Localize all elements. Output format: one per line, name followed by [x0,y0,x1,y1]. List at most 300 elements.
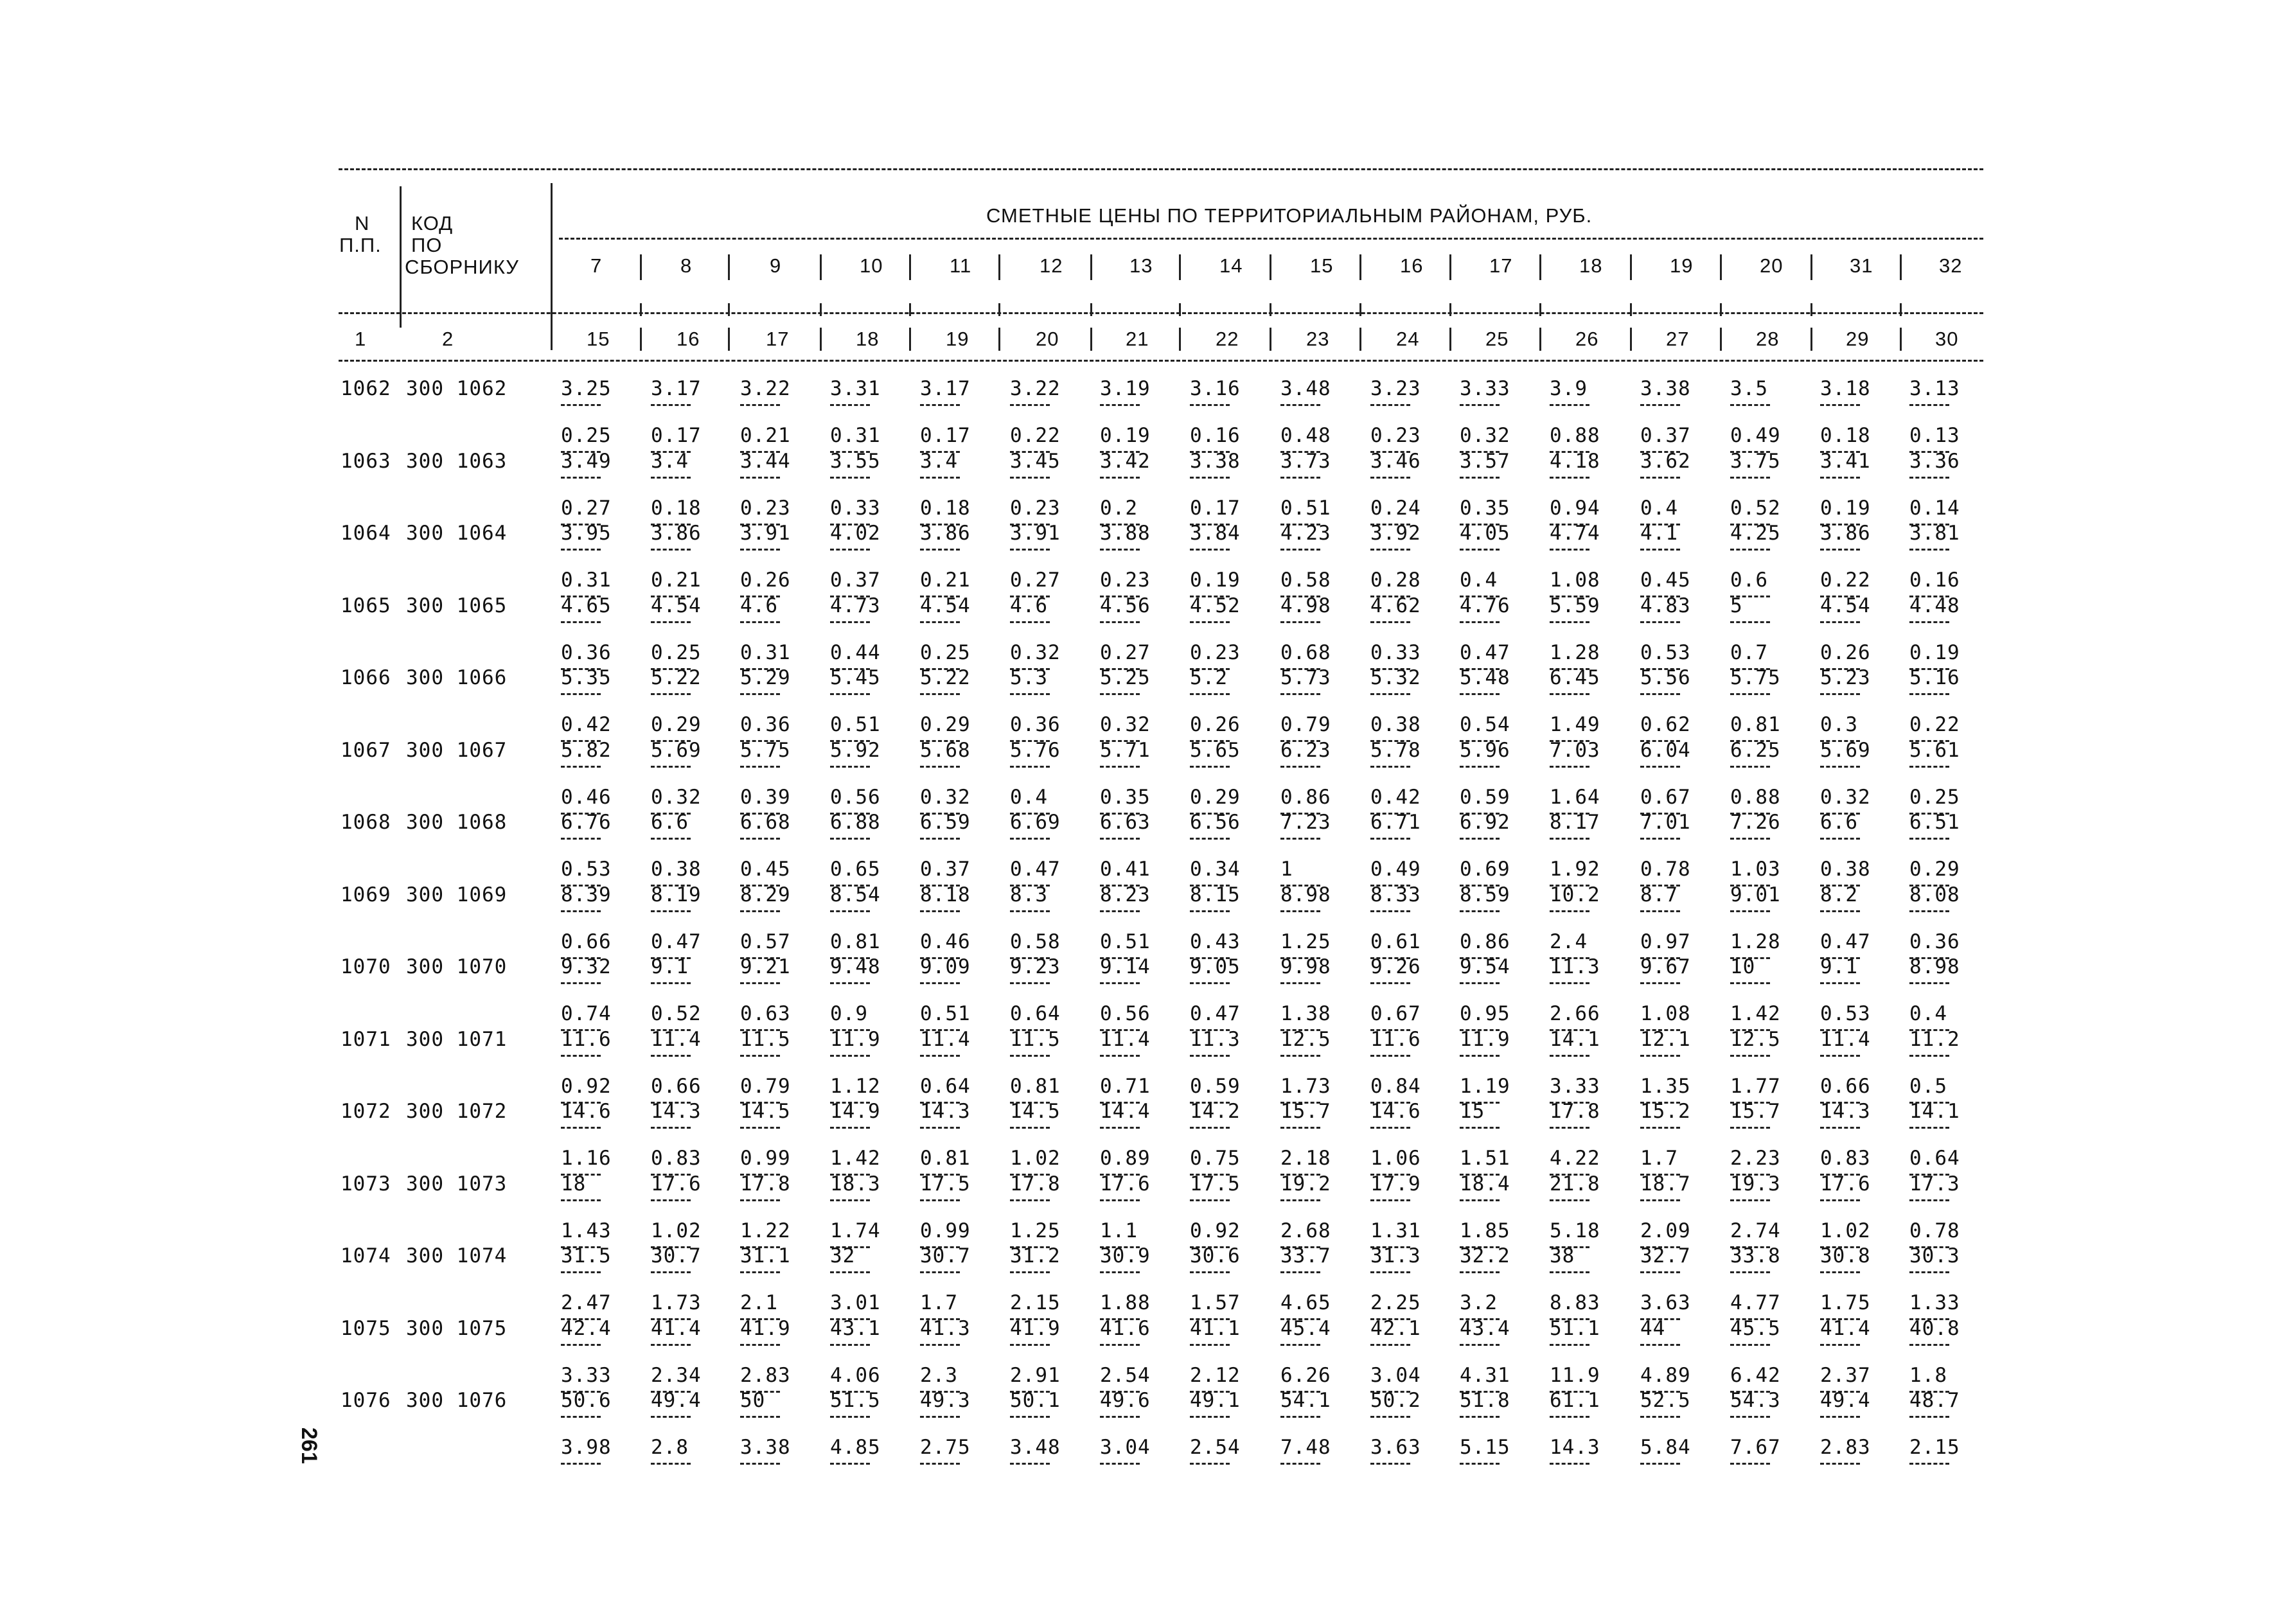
table-cell: 3.22 [1010,377,1061,400]
cell-rule [1460,1055,1500,1057]
cell-rule [651,693,691,695]
column-number-30: 30 [1935,328,1959,350]
table-cell: 3.04 [1370,1363,1421,1387]
table-cell: 0.28 [1370,569,1421,592]
table-cell: 5.15 [1460,1436,1510,1459]
table-cell: 1.49 [1550,713,1600,736]
table-cell: 30.6 [1190,1244,1241,1267]
cell-rule [561,1463,601,1465]
table-cell: 3.33 [561,1363,612,1387]
table-cell: 3.33 [1460,377,1510,400]
cell-rule [1280,910,1320,912]
table-cell: 0.27 [1010,569,1061,592]
table-cell: 9.54 [1460,955,1510,978]
cell-rule [1280,1463,1320,1465]
table-cell: 0.33 [830,496,881,520]
cell-rule [830,1271,870,1273]
table-cell: 0.67 [1640,785,1691,809]
row-code: 300 1063 [406,449,508,473]
header-separator [1179,328,1181,351]
table-cell: 0.19 [1909,640,1960,664]
table-cell: 8.33 [1370,883,1421,906]
table-cell: 0.45 [1640,569,1691,592]
cell-rule [1370,838,1410,840]
cell-rule [1280,621,1320,623]
table-cell: 0.53 [561,858,612,881]
table-cell: 4.31 [1460,1363,1510,1387]
cell-rule [1730,982,1770,984]
cell-rule [1820,1416,1860,1418]
table-cell: 1.7 [1640,1147,1678,1170]
table-cell: 0.47 [1820,930,1871,953]
cell-rule [1730,477,1770,479]
table-cell: 1.03 [1730,858,1781,881]
table-cell: 1.06 [1370,1147,1421,1170]
table-cell: 50.6 [561,1389,612,1412]
table-cell: 6.51 [1909,811,1960,834]
cell-rule [1550,1055,1589,1057]
table-cell: 3.48 [1010,1436,1061,1459]
table-cell: 0.36 [1010,713,1061,736]
cell-rule [1460,477,1500,479]
cell-rule [740,1199,780,1201]
cell-rule [1460,766,1500,768]
cell-rule [1640,1055,1680,1057]
table-cell: 0.71 [1100,1074,1151,1098]
table-cell: 2.66 [1550,1002,1600,1025]
table-cell: 31.2 [1010,1244,1061,1267]
table-cell: 0.88 [1550,424,1600,447]
cell-rule [1100,982,1140,984]
cell-rule [1100,1271,1140,1273]
table-cell: 0.32 [651,785,702,809]
table-cell: 3.01 [830,1291,881,1314]
table-cell: 30.3 [1909,1244,1960,1267]
table-cell: 2.09 [1640,1219,1691,1242]
table-cell: 1.74 [830,1219,881,1242]
table-cell: 3.17 [920,377,971,400]
table-cell: 0.68 [1280,640,1331,664]
cell-rule [651,549,691,551]
cell-rule [1190,549,1230,551]
region-header-9: 9 [770,254,782,277]
table-cell: 4.77 [1730,1291,1781,1314]
column-number-28: 28 [1756,328,1780,350]
cell-rule [830,404,870,406]
table-cell: 3.22 [740,377,791,400]
table-cell: 5.82 [561,738,612,762]
cell-rule [1100,1055,1140,1057]
header-separator [1270,254,1271,280]
table-cell: 0.22 [1820,569,1871,592]
table-cell: 14.3 [1820,1100,1871,1123]
table-cell: 0.16 [1909,569,1960,592]
table-cell: 0.47 [1190,1002,1241,1025]
colnum-1: 1 [355,328,367,350]
table-cell: 5.22 [920,666,971,689]
header-separator [1449,303,1451,316]
cell-rule [740,404,780,406]
table-cell: 0.7 [1730,640,1768,664]
table-cell: 4.23 [1280,522,1331,545]
table-cell: 0.47 [651,930,702,953]
table-cell: 0.19 [1820,496,1871,520]
table-cell: 0.37 [920,858,971,881]
cell-rule [1640,1199,1680,1201]
table-cell: 3.38 [740,1436,791,1459]
header-separator [1810,254,1812,280]
column-number-19: 19 [946,328,969,350]
cell-rule [1370,910,1410,912]
table-cell: 6.26 [1280,1363,1331,1387]
table-cell: 49.4 [651,1389,702,1412]
header-separator [1630,303,1632,316]
table-cell: 0.92 [1190,1219,1241,1242]
table-cell: 2.12 [1190,1363,1241,1387]
table-cell: 14.9 [830,1100,881,1123]
cell-rule [1010,910,1050,912]
table-cell: 0.99 [920,1219,971,1242]
cell-rule [1550,1127,1589,1129]
table-cell: 5.75 [1730,666,1781,689]
column-number-16: 16 [677,328,700,350]
column-number-29: 29 [1846,328,1870,350]
table-cell: 6.42 [1730,1363,1781,1387]
table-cell: 2.68 [1280,1219,1331,1242]
cell-rule [561,1271,601,1273]
cell-rule [651,1344,691,1346]
table-cell: 11.4 [1820,1027,1871,1051]
table-cell: 17.6 [1100,1172,1151,1196]
cell-rule [830,1127,870,1129]
header-title: СМЕТНЫЕ ЦЕНЫ ПО ТЕРРИТОРИАЛЬНЫМ РАЙОНАМ, РУБ. [986,204,1593,227]
cell-rule [1550,1416,1589,1418]
table-cell: 5 [1730,594,1743,617]
table-cell: 14.1 [1550,1027,1600,1051]
table-cell: 0.69 [1460,858,1510,881]
cell-rule [1640,477,1680,479]
cell-rule [1010,621,1050,623]
table-cell: 0.97 [1640,930,1691,953]
table-cell: 0.22 [1010,424,1061,447]
cell-rule [1100,477,1140,479]
table-cell: 0.31 [561,569,612,592]
cell-rule [1100,766,1140,768]
table-cell: 6.56 [1190,811,1241,834]
table-cell: 0.79 [1280,713,1331,736]
table-cell: 0.35 [1460,496,1510,520]
cell-rule [1280,1416,1320,1418]
table-cell: 19.3 [1730,1172,1781,1196]
table-cell: 0.51 [1100,930,1151,953]
table-cell: 4.48 [1909,594,1960,617]
table-cell: 5.29 [740,666,791,689]
table-cell: 3.44 [740,449,791,473]
table-cell: 48.7 [1909,1389,1960,1412]
table-cell: 0.16 [1190,424,1241,447]
table-cell: 2.18 [1280,1147,1331,1170]
table-cell: 0.56 [1100,1002,1151,1025]
header-separator [1090,303,1092,316]
table-cell: 2.83 [1820,1436,1871,1459]
table-cell: 1.42 [830,1147,881,1170]
table-cell: 32.7 [1640,1244,1691,1267]
cell-rule [561,1416,601,1418]
header-separator [820,254,822,280]
table-cell: 6.25 [1730,738,1781,762]
row-id: 1065 [341,594,391,617]
table-cell: 0.37 [830,569,881,592]
table-cell: 3.13 [1909,377,1960,400]
cell-rule [1010,404,1050,406]
table-cell: 6.71 [1370,811,1421,834]
table-cell: 5.78 [1370,738,1421,762]
table-cell: 1.43 [561,1219,612,1242]
table-cell: 44 [1640,1316,1666,1340]
cell-rule [920,1127,960,1129]
table-cell: 0.32 [1010,640,1061,664]
row-id: 1073 [341,1172,391,1196]
table-cell: 50 [740,1389,766,1412]
table-cell: 8.3 [1010,883,1048,906]
row-code: 300 1075 [406,1316,508,1340]
cell-rule [1820,838,1860,840]
cell-rule [1190,1055,1230,1057]
table-cell: 0.29 [920,713,971,736]
header-bottom-rule [339,360,1983,362]
table-cell: 0.92 [561,1074,612,1098]
column-number-21: 21 [1126,328,1149,350]
cell-rule [1909,1344,1949,1346]
cell-rule [1460,982,1500,984]
cell-rule [1460,1416,1500,1418]
table-cell: 42.1 [1370,1316,1421,1340]
cell-rule [1640,1127,1680,1129]
table-cell: 3.38 [1640,377,1691,400]
cell-rule [1370,1199,1410,1201]
cell-rule [1370,1055,1410,1057]
table-cell: 19.2 [1280,1172,1331,1196]
row-code: 300 1064 [406,522,508,545]
table-cell: 2.1 [740,1291,778,1314]
table-cell: 1.7 [920,1291,958,1314]
table-cell: 2.15 [1909,1436,1960,1459]
table-cell: 0.17 [1190,496,1241,520]
table-cell: 6.68 [740,811,791,834]
cell-rule [1370,693,1410,695]
row-code: 300 1070 [406,955,508,978]
cell-rule [1820,766,1860,768]
table-cell: 0.36 [740,713,791,736]
table-cell: 3.86 [1820,522,1871,545]
table-cell: 8.54 [830,883,881,906]
cell-rule [1909,549,1949,551]
table-cell: 4.85 [830,1436,881,1459]
cell-rule [1190,982,1230,984]
cell-rule [1280,549,1320,551]
column-number-23: 23 [1306,328,1330,350]
table-cell: 50.1 [1010,1389,1061,1412]
cell-rule [1460,1271,1500,1273]
table-cell: 11.5 [740,1027,791,1051]
column-number-24: 24 [1396,328,1420,350]
row-id: 1067 [341,738,391,762]
row-id: 1066 [341,666,391,689]
table-cell: 18.7 [1640,1172,1691,1196]
table-cell: 11.5 [1010,1027,1061,1051]
cell-rule [1640,404,1680,406]
cell-rule [1370,1344,1410,1346]
table-cell: 3.2 [1460,1291,1498,1314]
table-cell: 0.38 [1820,858,1871,881]
table-cell: 0.67 [1370,1002,1421,1025]
table-cell: 4.6 [1010,594,1048,617]
cell-rule [561,982,601,984]
table-cell: 0.4 [1460,569,1498,592]
table-cell: 4.98 [1280,594,1331,617]
region-header-13: 13 [1129,254,1153,277]
cell-rule [1730,1199,1770,1201]
cell-rule [1460,1199,1500,1201]
cell-rule [1280,838,1320,840]
table-cell: 0.39 [740,785,791,809]
row-id: 1064 [341,522,391,545]
table-cell: 4.54 [920,594,971,617]
cell-rule [1100,693,1140,695]
table-cell: 0.14 [1909,496,1960,520]
cell-rule [561,1127,601,1129]
header-separator [1090,254,1092,280]
table-cell: 0.94 [1550,496,1600,520]
cell-rule [1460,1463,1500,1465]
table-cell: 1.1 [1100,1219,1138,1242]
cell-rule [1909,766,1949,768]
table-cell: 1.25 [1010,1219,1061,1242]
cell-rule [920,766,960,768]
table-cell: 0.66 [561,930,612,953]
table-cell: 3.86 [651,522,702,545]
cell-rule [920,838,960,840]
table-cell: 0.17 [920,424,971,447]
table-cell: 7.01 [1640,811,1691,834]
table-cell: 8.18 [920,883,971,906]
header-separator [1449,254,1451,280]
header-top-rule [339,168,1983,170]
table-cell: 6.92 [1460,811,1510,834]
table-cell: 9.1 [651,955,689,978]
cell-rule [740,910,780,912]
table-cell: 1.02 [651,1219,702,1242]
table-cell: 9.67 [1640,955,1691,978]
table-cell: 8.39 [561,883,612,906]
table-cell: 1.51 [1460,1147,1510,1170]
header-separator [1359,303,1361,316]
cell-rule [1100,838,1140,840]
table-cell: 5.61 [1909,738,1960,762]
cell-rule [1909,404,1949,406]
table-cell: 14.5 [1010,1100,1061,1123]
table-cell: 3.55 [830,449,881,473]
cell-rule [1730,910,1770,912]
table-cell: 0.48 [1280,424,1331,447]
cell-rule [561,1199,601,1201]
cell-rule [1730,1416,1770,1418]
table-cell: 6.63 [1100,811,1151,834]
cell-rule [651,982,691,984]
cell-rule [1010,1271,1050,1273]
table-cell: 2.4 [1550,930,1588,953]
table-cell: 14.4 [1100,1100,1151,1123]
cell-rule [1640,621,1680,623]
table-cell: 11.2 [1909,1027,1960,1051]
header-separator [1090,328,1092,351]
cell-rule [740,621,780,623]
column-number-17: 17 [766,328,790,350]
region-header-16: 16 [1400,254,1424,277]
table-cell: 0.25 [651,640,702,664]
table-cell: 0.83 [651,1147,702,1170]
cell-rule [920,549,960,551]
table-cell: 3.84 [1190,522,1241,545]
table-cell: 41.6 [1100,1316,1151,1340]
cell-rule [1100,621,1140,623]
cell-rule [1640,982,1680,984]
table-cell: 4.74 [1550,522,1600,545]
table-cell: 3.92 [1370,522,1421,545]
table-cell: 0.62 [1640,713,1691,736]
cell-rule [1730,1055,1770,1057]
cell-rule [1190,1463,1230,1465]
region-header-17: 17 [1489,254,1513,277]
cell-rule [830,838,870,840]
cell-rule [920,404,960,406]
table-cell: 31.5 [561,1244,612,1267]
table-cell: 17.5 [920,1172,971,1196]
table-cell: 15.2 [1640,1100,1691,1123]
table-cell: 3.75 [1730,449,1781,473]
cell-rule [561,693,601,695]
table-cell: 0.31 [830,424,881,447]
region-header-12: 12 [1040,254,1063,277]
cell-rule [830,621,870,623]
table-cell: 0.22 [1909,713,1960,736]
table-cell: 0.26 [1190,713,1241,736]
table-cell: 0.31 [740,640,791,664]
cell-rule [1730,1271,1770,1273]
header-separator [1720,328,1722,351]
table-cell: 0.47 [1010,858,1061,881]
cell-rule [1909,1271,1949,1273]
cell-rule [1190,910,1230,912]
table-cell: 14.6 [561,1100,612,1123]
table-cell: 5.22 [651,666,702,689]
table-cell: 49.3 [920,1389,971,1412]
table-cell: 0.18 [1820,424,1871,447]
table-cell: 10.2 [1550,883,1600,906]
region-header-14: 14 [1219,254,1243,277]
table-cell: 1.08 [1640,1002,1691,1025]
header-separator [1630,328,1632,351]
table-cell: 0.61 [1370,930,1421,953]
header-separator [1810,303,1812,316]
table-cell: 8.15 [1190,883,1241,906]
table-cell: 0.21 [740,424,791,447]
cell-rule [830,766,870,768]
table-cell: 0.49 [1730,424,1781,447]
table-cell: 33.7 [1280,1244,1331,1267]
cell-rule [1100,404,1140,406]
table-cell: 1.38 [1280,1002,1331,1025]
